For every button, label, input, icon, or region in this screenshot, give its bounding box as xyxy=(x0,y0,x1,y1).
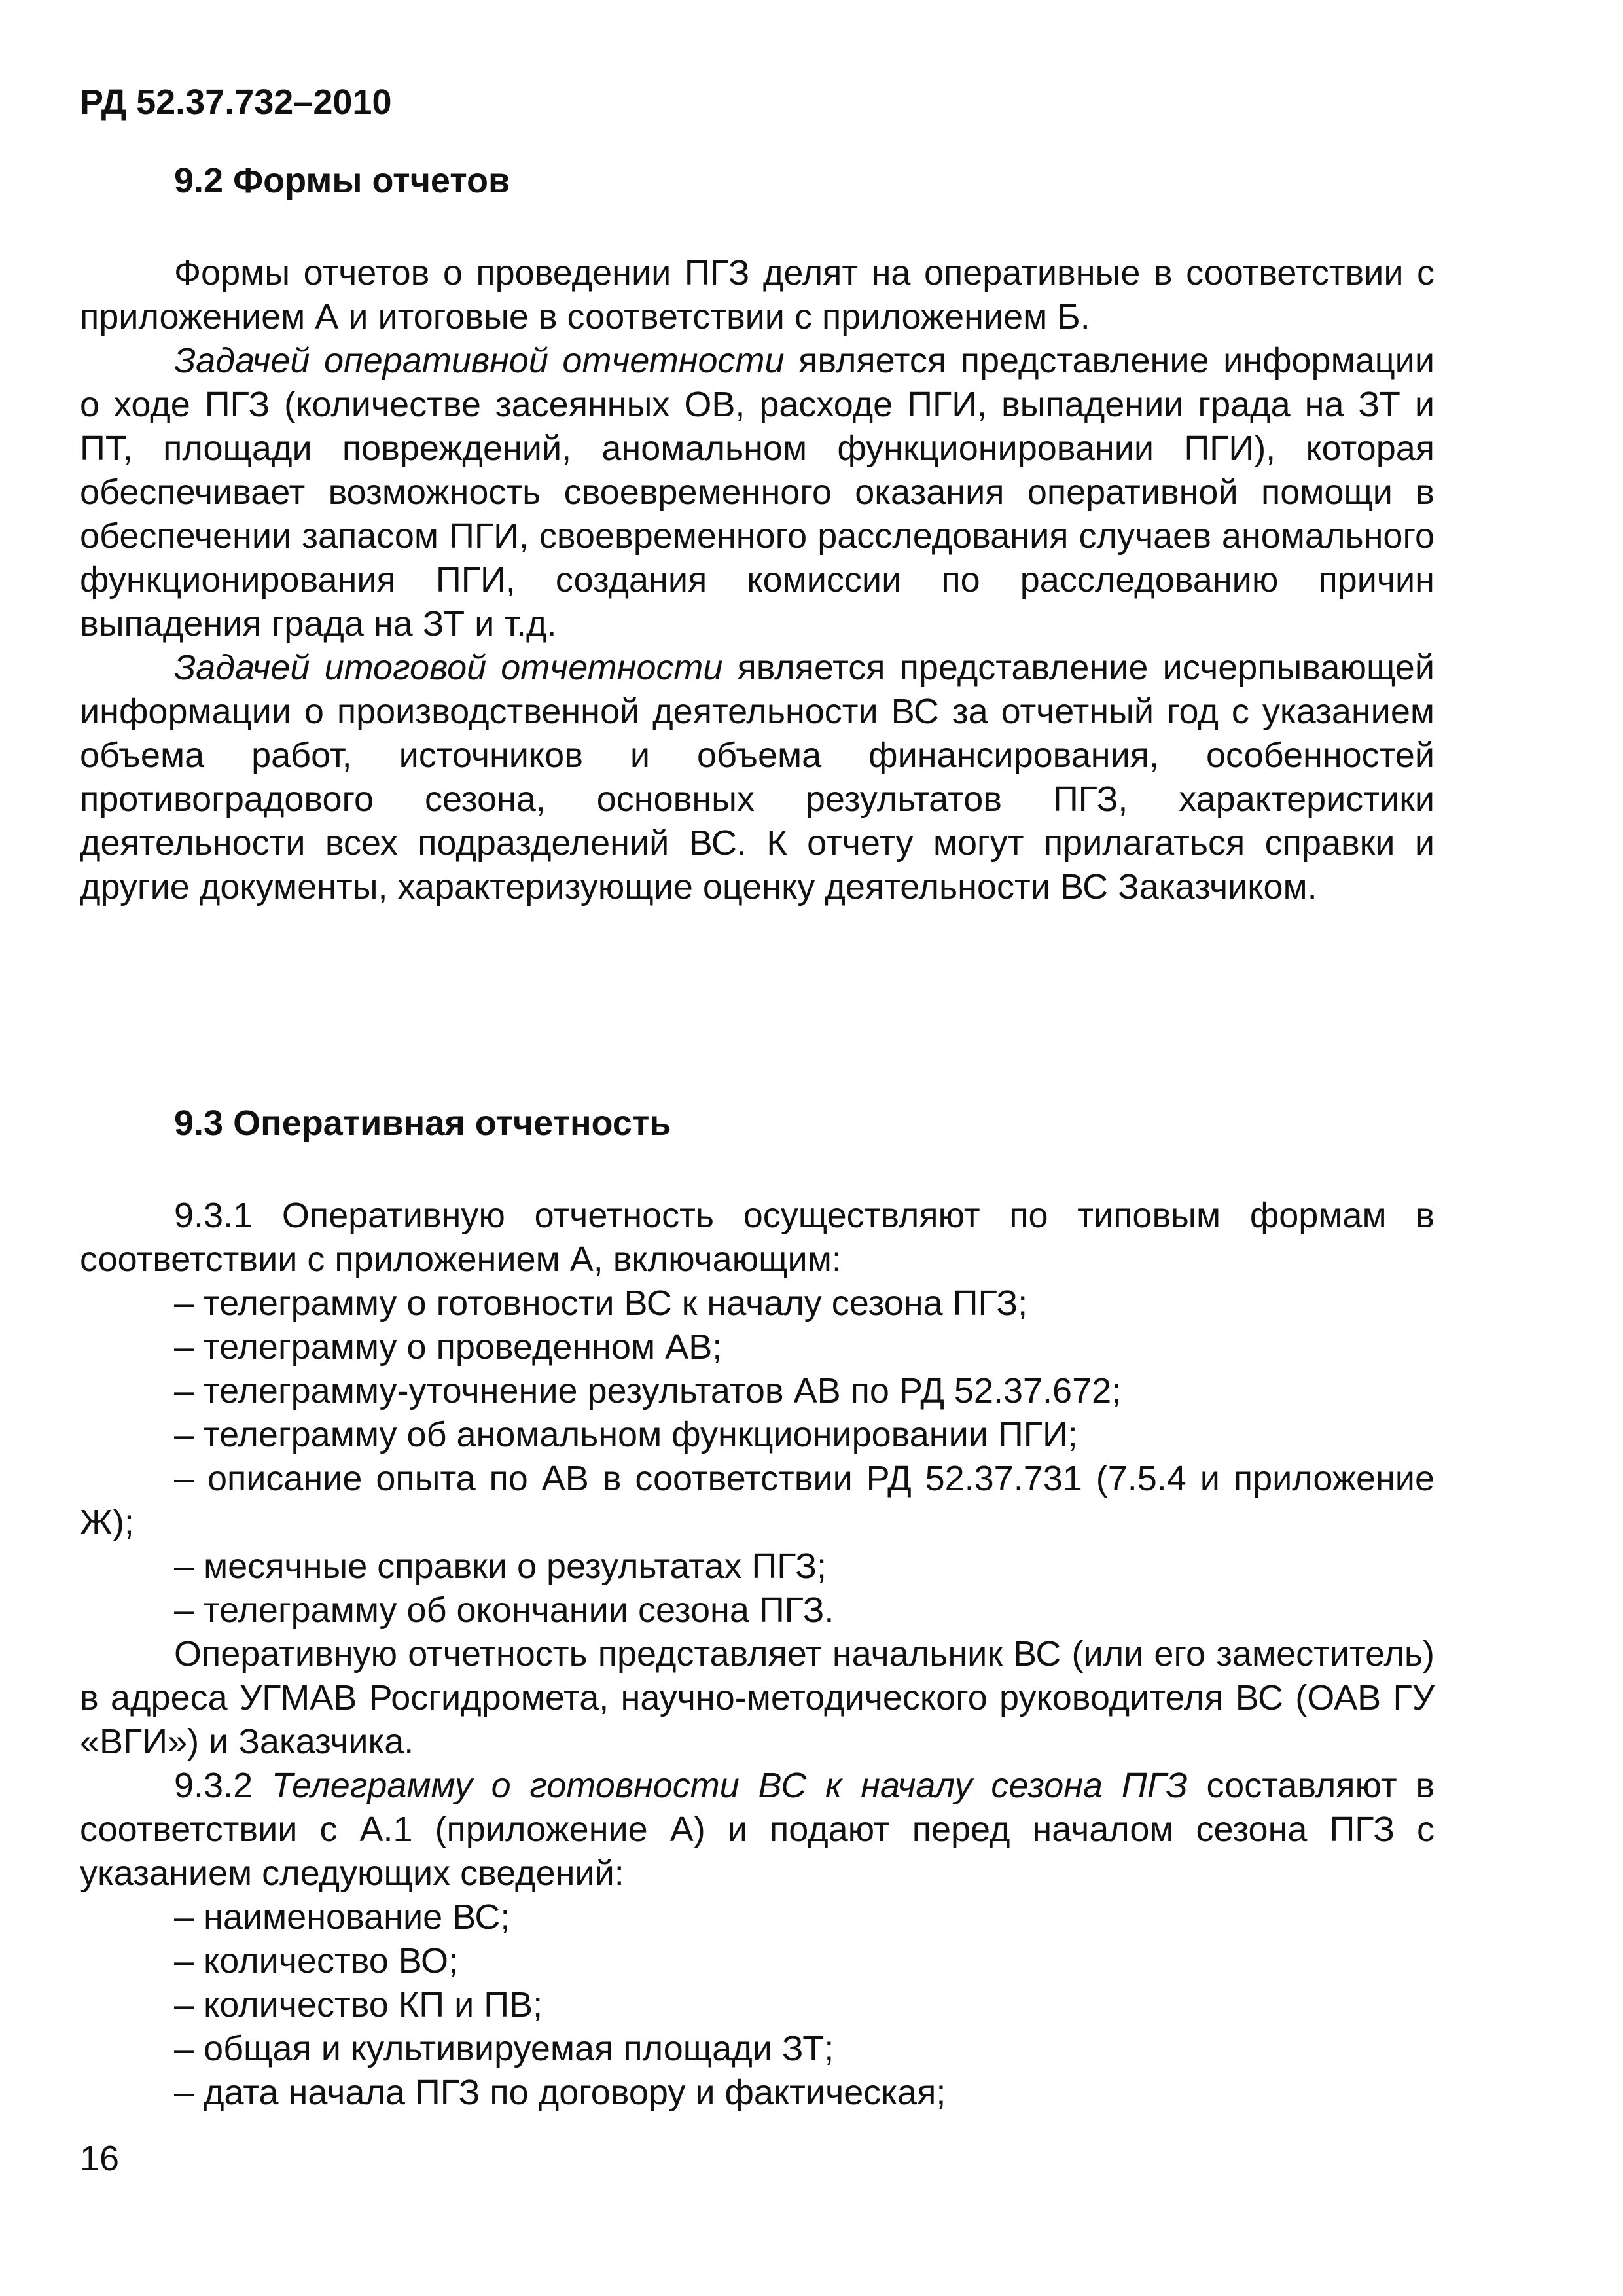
list-item: – общая и культивируемая площади ЗТ; xyxy=(174,2029,834,2068)
paragraph-9-3-1: 9.3.1 Оперативную отчетность осуществляют по типовым формам в соответствии с приложением А, включающим: xyxy=(80,1196,1435,1279)
list-item: – дата начала ПГЗ по договору и фактическая; xyxy=(174,2073,946,2112)
section-heading-9-2: 9.2 Формы отчетов xyxy=(174,161,510,200)
paragraph-reporting-recipients: Оперативную отчетность представляет начальник ВС (или его заместитель) в адреса УГМАВ Росгидромета, научно-методического руководителя ВС (ОАВ ГУ «ВГИ») и Заказчика. xyxy=(80,1634,1435,1761)
section-heading-9-3: 9.3 Оперативная отчетность xyxy=(174,1103,671,1143)
section-9-2-body xyxy=(80,251,1435,909)
paragraph-text: является представление информации о ходе ПГЗ (количестве засеянных ОВ, расходе ПГИ, выпадении града на ЗТ и ПТ, площади повреждений, аномальном функционировании ПГИ), которая обеспечивает возможность своевременного оказания оперативной помощи в обеспечении запасом ПГИ, своевременного расследования случаев аномального функционирования ПГИ, создания комиссии по расследованию причин выпадения града на ЗТ и т.д. xyxy=(80,341,1435,643)
paragraph-text: является представление исчерпывающей информации о производственной деятельности ВС за отчетный год с указанием объема работ, источников и объема финансирования, особенностей противоградового сезона, основных результатов ПГЗ, характеристики деятельности всех подразделений ВС. К отчету могут прилагаться справки и другие документы, характеризующие оценку деятельности ВС Заказчиком. xyxy=(80,648,1435,906)
list-item: – количество ВО; xyxy=(174,1941,459,1981)
list-item: – описание опыта по АВ в соответствии РД 52.37.731 (7.5.4 и приложение Ж); xyxy=(80,1459,1435,1542)
section-9-3-body xyxy=(80,1194,1435,2115)
list-item: – телеграмму о готовности ВС к началу сезона ПГЗ; xyxy=(174,1283,1028,1323)
paragraph-operative-reporting-task xyxy=(80,339,1435,646)
paragraph-final-reporting-task xyxy=(80,646,1435,909)
list-item: – наименование ВС; xyxy=(174,1897,510,1937)
list-item: – телеграмму об аномальном функционировании ПГИ; xyxy=(174,1415,1078,1454)
paragraph-9-3-2 xyxy=(80,1764,1435,1895)
document-code: РД 52.37.732–2010 xyxy=(80,82,392,122)
list-item: – телеграмму об окончании сезона ПГЗ. xyxy=(174,1590,834,1630)
italic-term-readiness-telegram: Телеграмму о готовности ВС к началу сезона ПГЗ xyxy=(271,1766,1188,1805)
italic-term-operative: Задачей оперативной отчетности xyxy=(174,341,785,380)
list-item: – месячные справки о результатах ПГЗ; xyxy=(174,1547,827,1586)
list-item: – количество КП и ПВ; xyxy=(174,1985,543,2024)
list-item: – телеграмму о проведенном АВ; xyxy=(174,1327,722,1367)
italic-term-final: Задачей итоговой отчетности xyxy=(174,648,723,687)
page-number: 16 xyxy=(80,2139,120,2178)
paragraph-text: составляют в соответствии с А.1 (приложение А) и подают перед началом сезона ПГЗ с указанием следующих сведений: xyxy=(80,1766,1435,1893)
list-item: – телеграмму-уточнение результатов АВ по РД 52.37.672; xyxy=(174,1371,1122,1410)
clause-number: 9.3.2 xyxy=(174,1766,272,1805)
paragraph-report-forms: Формы отчетов о проведении ПГЗ делят на оперативные в соответствии с приложением А и итоговые в соответствии с приложением Б. xyxy=(80,253,1435,336)
